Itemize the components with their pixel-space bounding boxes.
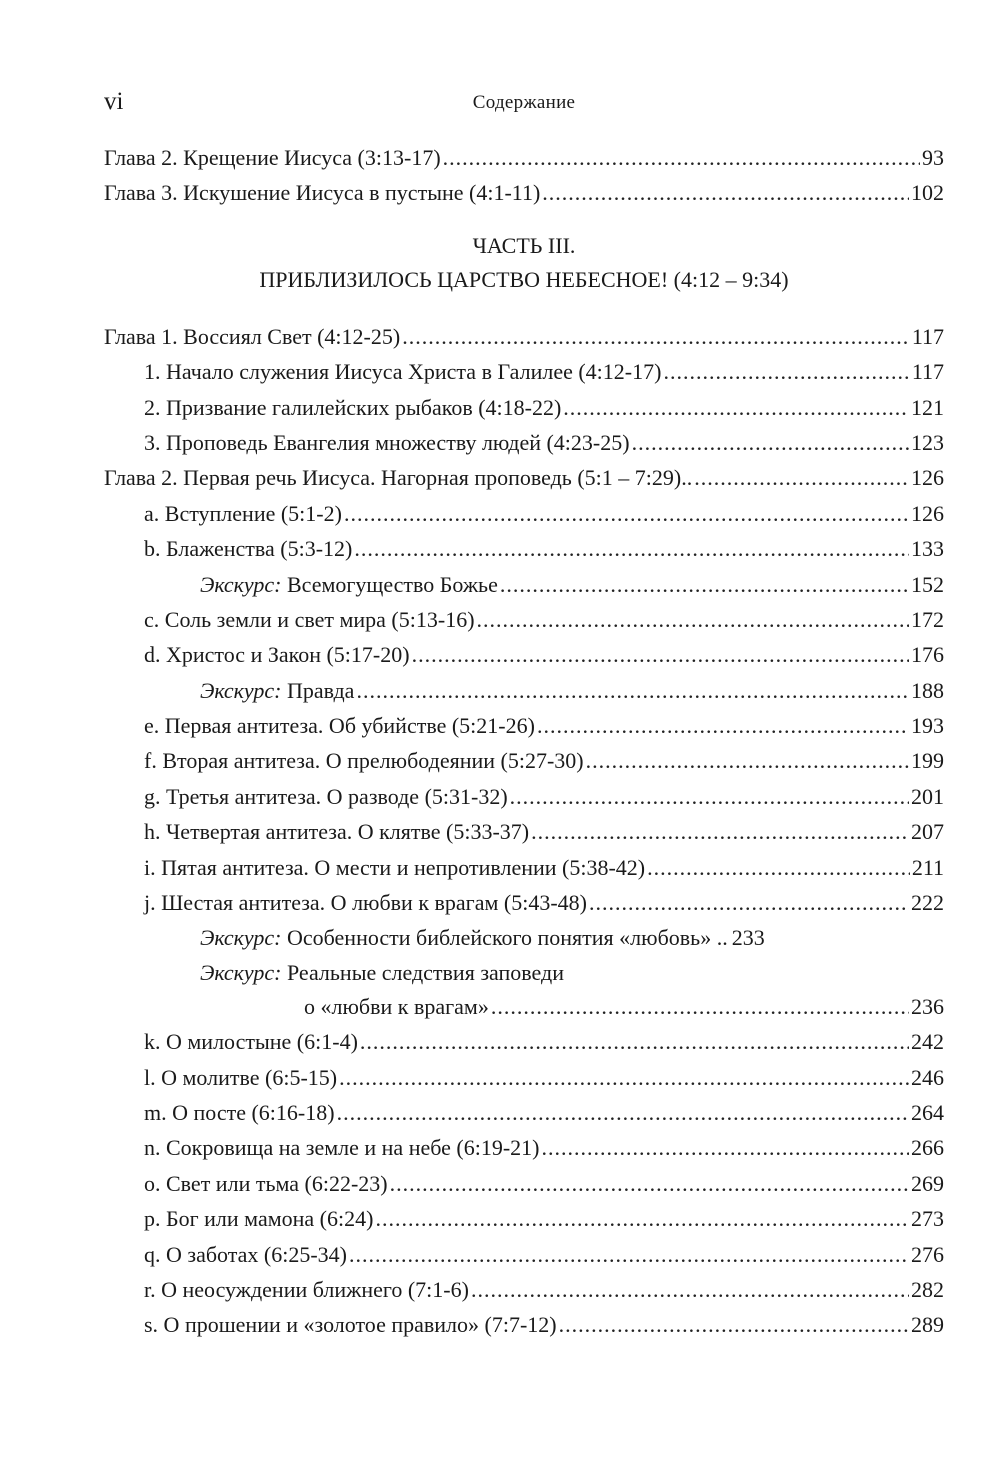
toc-entry-page: 236: [911, 993, 944, 1019]
toc-entry-page: 117: [911, 359, 944, 385]
toc-entry-page: 133: [911, 536, 944, 562]
toc-entry-label: i. Пятая антитеза. О мести и непротивлении (5:38-42): [144, 854, 646, 880]
leader-dots: [339, 1060, 909, 1095]
toc-entry-label: n. Сокровища на земле и на небе (6:19-21): [144, 1135, 540, 1161]
toc-entry-label: Глава 3. Искушение Иисуса в пустыне (4:1-11): [104, 180, 541, 206]
toc-entry-page: 176: [911, 642, 944, 668]
excursus-prefix: Экскурс:: [200, 677, 282, 703]
toc-entry: [104, 1060, 944, 1095]
toc-entry-label: j. Шестая антитеза. О любви к врагам (5:43-48): [144, 890, 587, 916]
toc-entry: [104, 814, 944, 849]
part-heading: [104, 229, 944, 297]
toc-entry-label: o. Свет или тьма (6:22-23): [144, 1170, 388, 1196]
toc-entry: [104, 1095, 944, 1130]
leader-dots: [500, 567, 909, 602]
toc-entry-label: [200, 567, 500, 602]
toc-entry-label: h. Четвертая антитеза. О клятве (5:33-37): [144, 819, 530, 845]
leader-dots: [390, 1166, 909, 1201]
toc-entry-label: Глава 2. Крещение Иисуса (3:13-17): [104, 145, 441, 170]
toc-entry: [104, 602, 944, 637]
toc-entry: [104, 354, 944, 389]
toc-entry: [104, 1166, 944, 1201]
toc-entry-page: 126: [911, 500, 944, 526]
toc-excursus: [104, 920, 944, 955]
part-heading-number: ЧАСТЬ III.: [472, 232, 576, 258]
toc-entry-page: 93: [922, 145, 944, 170]
leader-dots: [443, 140, 920, 175]
leader-dots: [375, 1201, 909, 1236]
toc-entry: [104, 885, 944, 920]
toc-excursus-line1: [104, 956, 944, 989]
toc-entry-label: 2. Призвание галилейских рыбаков (4:18-22): [144, 394, 562, 420]
toc-entry-label: [200, 673, 356, 708]
leader-dots: [412, 637, 909, 672]
toc-entry-label: e. Первая антитеза. Об убийстве (5:21-26): [144, 713, 535, 739]
leader-dots: [559, 1307, 909, 1342]
toc-entry-label: l. О молитве (6:5-15): [144, 1064, 338, 1090]
toc-entry-page: 289: [911, 1312, 944, 1338]
toc-entry-label: Глава 2. Первая речь Иисуса. Нагорная проповедь (5:1 – 7:29)..: [104, 465, 693, 491]
toc-entry-page: 201: [911, 783, 944, 809]
leader-dots: [477, 602, 909, 637]
toc-excursus-line2: [104, 989, 944, 1024]
toc-entry-page: 172: [911, 606, 944, 632]
toc-entry-page: 211: [911, 854, 944, 880]
toc-entry: [104, 1024, 944, 1059]
toc-entry: [104, 1272, 944, 1307]
toc-entry-page: 152: [911, 571, 944, 597]
toc-entry: [104, 743, 944, 778]
leader-dots: [586, 743, 909, 778]
toc-excursus: [104, 567, 944, 602]
toc-chapter: [104, 319, 944, 354]
toc-entry: [104, 425, 944, 460]
leader-dots: [337, 1095, 909, 1130]
excursus-prefix: Экскурс:: [200, 571, 282, 597]
toc-entry-page: 269: [911, 1170, 944, 1196]
leader-dots: [537, 708, 909, 743]
toc-entry: [104, 1307, 944, 1342]
leader-dots: [356, 673, 909, 708]
leader-dots: [542, 175, 909, 210]
toc-entry: [104, 708, 944, 743]
toc-entry-page: 199: [911, 748, 944, 774]
toc-entry-page: 264: [911, 1099, 944, 1125]
toc-entry-label: c. Соль земли и свет мира (5:13-16): [144, 606, 475, 632]
toc-entry: [104, 1130, 944, 1165]
toc-entry-label: p. Бог или мамона (6:24): [144, 1206, 374, 1232]
excursus-prefix: Экскурс:: [200, 959, 282, 985]
toc-entry: [104, 637, 944, 672]
toc-entry: [104, 175, 944, 210]
leader-dots: [491, 989, 909, 1024]
leader-dots: [510, 779, 909, 814]
toc-entry-page: 123: [911, 429, 944, 455]
running-title: Содержание: [472, 92, 576, 113]
toc-entry: [104, 496, 944, 531]
leader-dots: [694, 460, 909, 495]
toc-entry-page: 102: [911, 180, 944, 206]
toc-entry-label: m. О посте (6:16-18): [144, 1099, 335, 1125]
toc-entry-page: 188: [911, 677, 944, 703]
toc-entry: [104, 1237, 944, 1272]
toc-entry-page: 282: [911, 1276, 944, 1302]
toc-entry-page: 273: [911, 1206, 944, 1232]
toc-entry-label: s. О прошении и «золотое правило» (7:7-12): [144, 1312, 557, 1338]
leader-dots: [354, 531, 909, 566]
excursus-title: Правда: [281, 677, 355, 703]
toc-entry-label: f. Вторая антитеза. О прелюбодеянии (5:27-30): [144, 748, 584, 774]
toc-entry-label: 3. Проповедь Евангелия множеству людей (4:23-25): [144, 429, 630, 455]
leader-dots: [589, 885, 909, 920]
leader-dots: [563, 390, 909, 425]
toc-entry-label: r. О неосуждении ближнего (7:1-6): [144, 1276, 469, 1302]
toc-entry-label: 1. Начало служения Иисуса Христа в Галилее (4:12-17): [144, 359, 662, 385]
running-head: [104, 88, 944, 118]
toc-entry: [104, 779, 944, 814]
toc-entry-label: [200, 920, 730, 955]
toc-entry-page: 126: [911, 465, 944, 491]
toc-entry-page: 121: [911, 394, 944, 420]
toc-entry-label: a. Вступление (5:1-2): [144, 500, 342, 526]
toc-entry-page: 242: [911, 1029, 944, 1055]
excursus-title: Особенности библейского понятия «любовь» ..: [281, 925, 728, 951]
toc-entry: [104, 850, 944, 885]
leader-dots: [402, 319, 910, 354]
toc-entry-page: 266: [911, 1135, 944, 1161]
toc-excursus: [104, 673, 944, 708]
toc-entry-page: 193: [911, 713, 944, 739]
leader-dots: [360, 1024, 909, 1059]
excursus-prefix: Экскурс:: [200, 925, 282, 951]
toc-entry-page: 207: [911, 819, 944, 845]
leader-dots: [349, 1237, 909, 1272]
table-of-contents: [104, 140, 944, 1343]
toc-entry-page: 276: [911, 1241, 944, 1267]
leader-dots: [632, 425, 909, 460]
leader-dots: [542, 1130, 910, 1165]
leader-dots: [647, 850, 910, 885]
toc-entry-label: k. О милостыне (6:1-4): [144, 1029, 358, 1055]
page-folio: vi: [104, 88, 124, 115]
leader-dots: [663, 354, 909, 389]
leader-dots: [531, 814, 909, 849]
toc-entry-label: q. О заботах (6:25-34): [144, 1241, 347, 1267]
excursus-title: Реальные следствия заповеди: [281, 959, 564, 985]
toc-entry: [104, 140, 944, 175]
toc-entry: [104, 1201, 944, 1236]
leader-dots: [344, 496, 909, 531]
toc-entry-page: 222: [911, 890, 944, 916]
toc-entry-label: Глава 1. Воссиял Свет (4:12-25): [104, 323, 401, 349]
part-heading-title: ПРИБЛИЗИЛОСЬ ЦАРСТВО НЕБЕСНОЕ! (4:12 – 9:34): [259, 266, 789, 292]
toc-entry-page: 233: [731, 925, 765, 951]
toc-entry-label: d. Христос и Закон (5:17-20): [144, 642, 410, 668]
toc-entry-label: о «любви к врагам»: [304, 993, 489, 1019]
excursus-title: Всемогущество Божье: [281, 571, 498, 597]
toc-entry: [104, 390, 944, 425]
toc-entry-label: b. Блаженства (5:3-12): [144, 536, 353, 562]
toc-entry-page: 117: [911, 323, 944, 349]
toc-entry-label: g. Третья антитеза. О разводе (5:31-32): [144, 783, 508, 809]
leader-dots: [471, 1272, 909, 1307]
toc-entry-page: 246: [911, 1064, 944, 1090]
toc-entry: [104, 531, 944, 566]
toc-chapter: [104, 460, 944, 495]
